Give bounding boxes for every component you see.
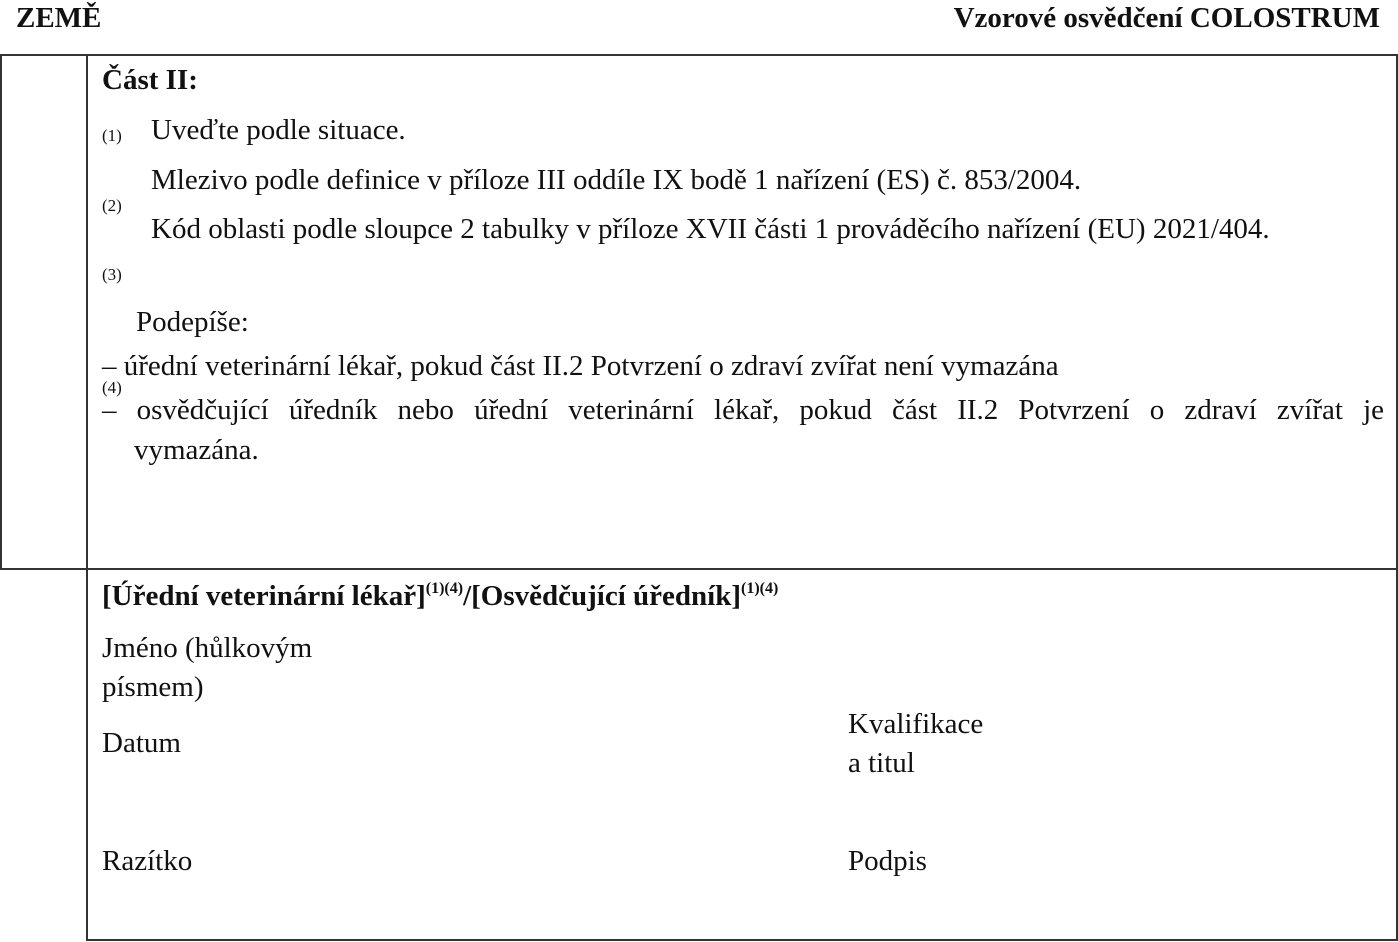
part2-heading: Část II: [102, 64, 198, 96]
qualification-label-line1: Kvalifikace [848, 708, 984, 740]
stamp-label: Razítko [102, 845, 193, 877]
table-left-border [0, 54, 2, 570]
note-3-text: Kód oblasti podle sloupce 2 tabulky v příloze XVII části 1 prováděcího nařízení (EU) 2021/404. [151, 213, 1270, 245]
certificate-title: Vzorové osvědčení COLOSTRUM [953, 2, 1380, 34]
qualification-label-line2: a titul [848, 747, 915, 779]
certifying-officer-label: [Osvědčující úředník] [471, 580, 742, 612]
official-vet-sup: (1)(4) [425, 580, 464, 597]
note-4-text: Podepíše: [136, 306, 249, 338]
table-column-divider [86, 54, 88, 941]
table-top-border [0, 54, 1397, 56]
official-vet-label: [Úřední veterinární lékař] [102, 580, 426, 612]
note-4-mark: (4) [102, 378, 122, 397]
dash-item-2: – osvědčující úředník nebo úřední veterinární lékař, pokud část II.2 Potvrzení o zdraví zvířat je [102, 394, 1384, 426]
dash-item-1: – úřední veterinární lékař, pokud část II.2 Potvrzení o zdraví zvířat není vymazána [102, 350, 1059, 382]
note-2-mark: (2) [102, 196, 122, 215]
certifying-officer-sup: (1)(4) [741, 580, 779, 597]
table-row-divider [0, 568, 1398, 570]
name-label-line2: písmem) [102, 671, 204, 703]
dash-item-2-cont: vymazána. [134, 434, 259, 466]
country-label: ZEMĚ [16, 2, 102, 34]
name-label-line1: Jméno (hůlkovým [102, 632, 313, 664]
date-label: Datum [102, 727, 181, 759]
note-3-mark: (3) [102, 265, 122, 284]
note-1-mark: (1) [102, 126, 122, 145]
signature-label: Podpis [848, 845, 927, 877]
note-1-text: Uveďte podle situace. [151, 114, 406, 146]
heading-separator: / [463, 580, 472, 612]
table-bottom-border [86, 939, 1398, 941]
signature-heading [102, 580, 778, 613]
note-2-text: Mlezivo podle definice v příloze III oddíle IX bodě 1 nařízení (ES) č. 853/2004. [151, 164, 1082, 196]
